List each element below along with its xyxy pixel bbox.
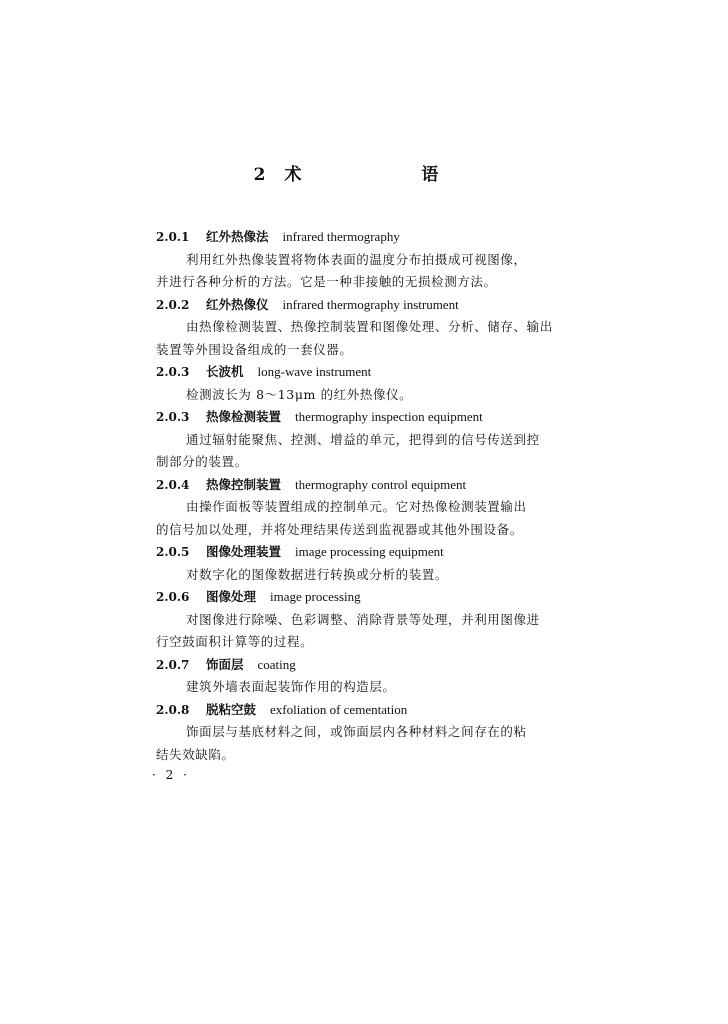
definition-line: 建筑外墙表面起装饰作用的构造层。 xyxy=(186,679,396,694)
term-english: image processing xyxy=(270,589,361,604)
chapter-title xyxy=(0,160,728,185)
term-entry xyxy=(156,586,576,654)
term-chinese: 红外热像法 xyxy=(206,229,269,244)
term-chinese: 饰面层 xyxy=(206,656,244,672)
definition-line: 对数字化的图像数据进行转换或分析的装置。 xyxy=(186,566,449,582)
term-number: 2.0.5 xyxy=(156,545,190,559)
term-entry xyxy=(156,541,576,586)
term-number: 2.0.8 xyxy=(156,702,190,717)
term-chinese: 热像检测装置 xyxy=(206,409,282,424)
term-heading xyxy=(156,226,576,249)
term-heading xyxy=(156,699,576,722)
definition-line: 结失效缺陷。 xyxy=(156,746,235,762)
term-entry xyxy=(156,699,576,767)
definition-line: 制部分的装置。 xyxy=(156,454,248,469)
term-number: 2.0.2 xyxy=(156,297,190,312)
term-english: infrared thermography xyxy=(282,229,400,244)
term-entry xyxy=(156,361,576,406)
term-chinese: 长波机 xyxy=(206,364,244,379)
term-entry xyxy=(156,226,576,294)
definition-line: 行空鼓面积计算等的过程。 xyxy=(156,634,314,649)
term-chinese: 热像控制装置 xyxy=(206,476,282,492)
term-chinese: 红外热像仪 xyxy=(206,296,269,312)
definition-line: 利用红外热像装置将物体表面的温度分布拍摄成可视图像， xyxy=(186,251,527,267)
term-heading xyxy=(156,406,576,429)
page-number: · 2 · xyxy=(152,768,190,782)
definition-line: 由热像检测装置、热像控制装置和图像处理、分析、储存、输出 xyxy=(186,319,553,334)
term-entry xyxy=(156,654,576,699)
term-entry xyxy=(156,294,576,362)
chapter-number: 2 xyxy=(253,165,267,185)
term-english: thermography inspection equipment xyxy=(295,409,483,424)
term-english: long-wave instrument xyxy=(257,364,372,379)
term-chinese: 脱粘空鼓 xyxy=(206,701,257,717)
term-heading xyxy=(156,294,576,317)
term-number: 2.0.4 xyxy=(156,477,190,492)
term-english: exfoliation of cementation xyxy=(270,701,408,717)
term-number: 2.0.6 xyxy=(156,590,190,604)
term-english: infrared thermography instrument xyxy=(282,296,459,312)
term-chinese: 图像处理装置 xyxy=(206,544,282,559)
term-chinese: 图像处理 xyxy=(206,589,257,604)
term-number: 2.0.3 xyxy=(156,365,190,379)
term-number: 2.0.1 xyxy=(156,230,190,244)
term-heading xyxy=(156,474,576,497)
term-heading xyxy=(156,541,576,564)
term-number: 2.0.3 xyxy=(156,410,190,424)
term-number: 2.0.7 xyxy=(156,657,190,672)
term-entry xyxy=(156,406,576,474)
definition-line: 并进行各种分析的方法。它是一种非接触的无损检测方法。 xyxy=(156,274,497,289)
definition-line: 通过辐射能聚焦、控测、增益的单元，把得到的信号传送到控 xyxy=(186,431,540,447)
term-heading xyxy=(156,586,576,609)
definition-line: 装置等外围设备组成的一套仪器。 xyxy=(156,341,353,357)
term-heading xyxy=(156,361,576,384)
definition-line: 的信号加以处理，并将处理结果传送到监视器或其他外围设备。 xyxy=(156,521,523,537)
definition-line: 由操作面板等装置组成的控制单元。它对热像检测装置输出 xyxy=(186,499,527,514)
definition-line: 对图像进行除噪、色彩调整、消除背景等处理，并利用图像进 xyxy=(186,611,540,627)
definition-line: 饰面层与基底材料之间，或饰面层内各种材料之间存在的粘 xyxy=(186,724,527,739)
term-heading xyxy=(156,654,576,677)
term-entries xyxy=(156,226,576,766)
term-entry xyxy=(156,474,576,542)
chapter-heading: 术 语 xyxy=(284,165,475,185)
term-english: thermography control equipment xyxy=(295,476,467,492)
definition-line: 检测波长为 8～13μm 的红外热像仪。 xyxy=(186,386,413,402)
term-english: image processing equipment xyxy=(295,544,444,559)
term-english: coating xyxy=(257,656,296,672)
